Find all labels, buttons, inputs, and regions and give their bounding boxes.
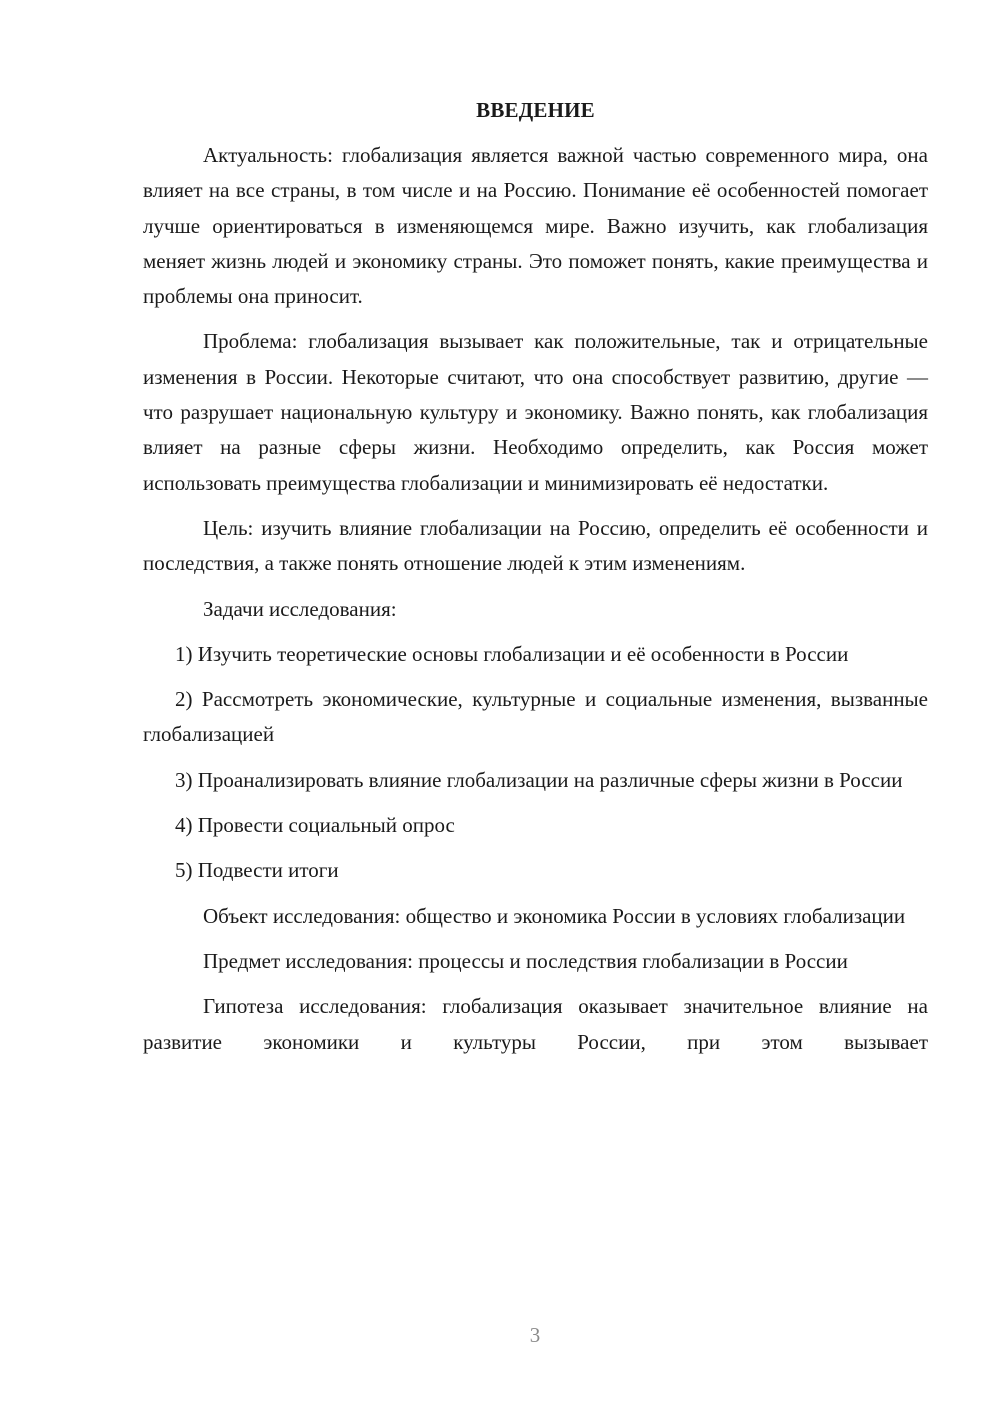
tasks-list	[143, 637, 928, 889]
paragraph-object: Объект исследования: общество и экономика России в условиях глобализации	[203, 903, 906, 928]
paragraph-relevance: Актуальность: глобализация является важной частью современного мира, она влияет на все страны, в том числе и на Россию. Понимание её особенностей помогает лучше ориентироваться в изменяющемся мире. Важно изучить, как глобализация меняет жизнь людей и экономику страны. Это поможет понять, какие преимущества и проблемы она приносит.	[143, 143, 928, 309]
document-page	[143, 92, 928, 1070]
task-item-3: 3) Проанализировать влияние глобализации на различные сферы жизни в России	[175, 767, 903, 792]
paragraph-hypothesis: Гипотеза исследования: глобализация оказывает значительное влияние на развитие экономики и культуры России, при этом вызывает	[143, 994, 928, 1054]
task-item-2: 2) Рассмотреть экономические, культурные и социальные изменения, вызванные глобализацией	[143, 687, 928, 747]
paragraph-problem: Проблема: глобализация вызывает как положительные, так и отрицательные изменения в России. Некоторые считают, что она способствует развитию, другие — что разрушает национальную культуру и экономику. Важно понять, как глобализация влияет на разные сферы жизни. Необходимо определить, как Россия может использовать преимущества глобализации и минимизировать её недостатки.	[143, 329, 928, 495]
task-item-5: 5) Подвести итоги	[175, 858, 339, 883]
section-title: ВВЕДЕНИЕ	[476, 98, 595, 122]
tasks-heading: Задачи исследования:	[203, 596, 397, 621]
paragraph-subject: Предмет исследования: процессы и последствия глобализации в России	[203, 948, 848, 973]
task-item-1: 1) Изучить теоретические основы глобализации и её особенности в России	[175, 641, 849, 666]
page-number: 3	[529, 1323, 541, 1347]
paragraph-goal: Цель: изучить влияние глобализации на Россию, определить её особенности и последствия, а также понять отношение людей к этим изменениям.	[143, 515, 928, 576]
task-item-4: 4) Провести социальный опрос	[175, 813, 455, 838]
